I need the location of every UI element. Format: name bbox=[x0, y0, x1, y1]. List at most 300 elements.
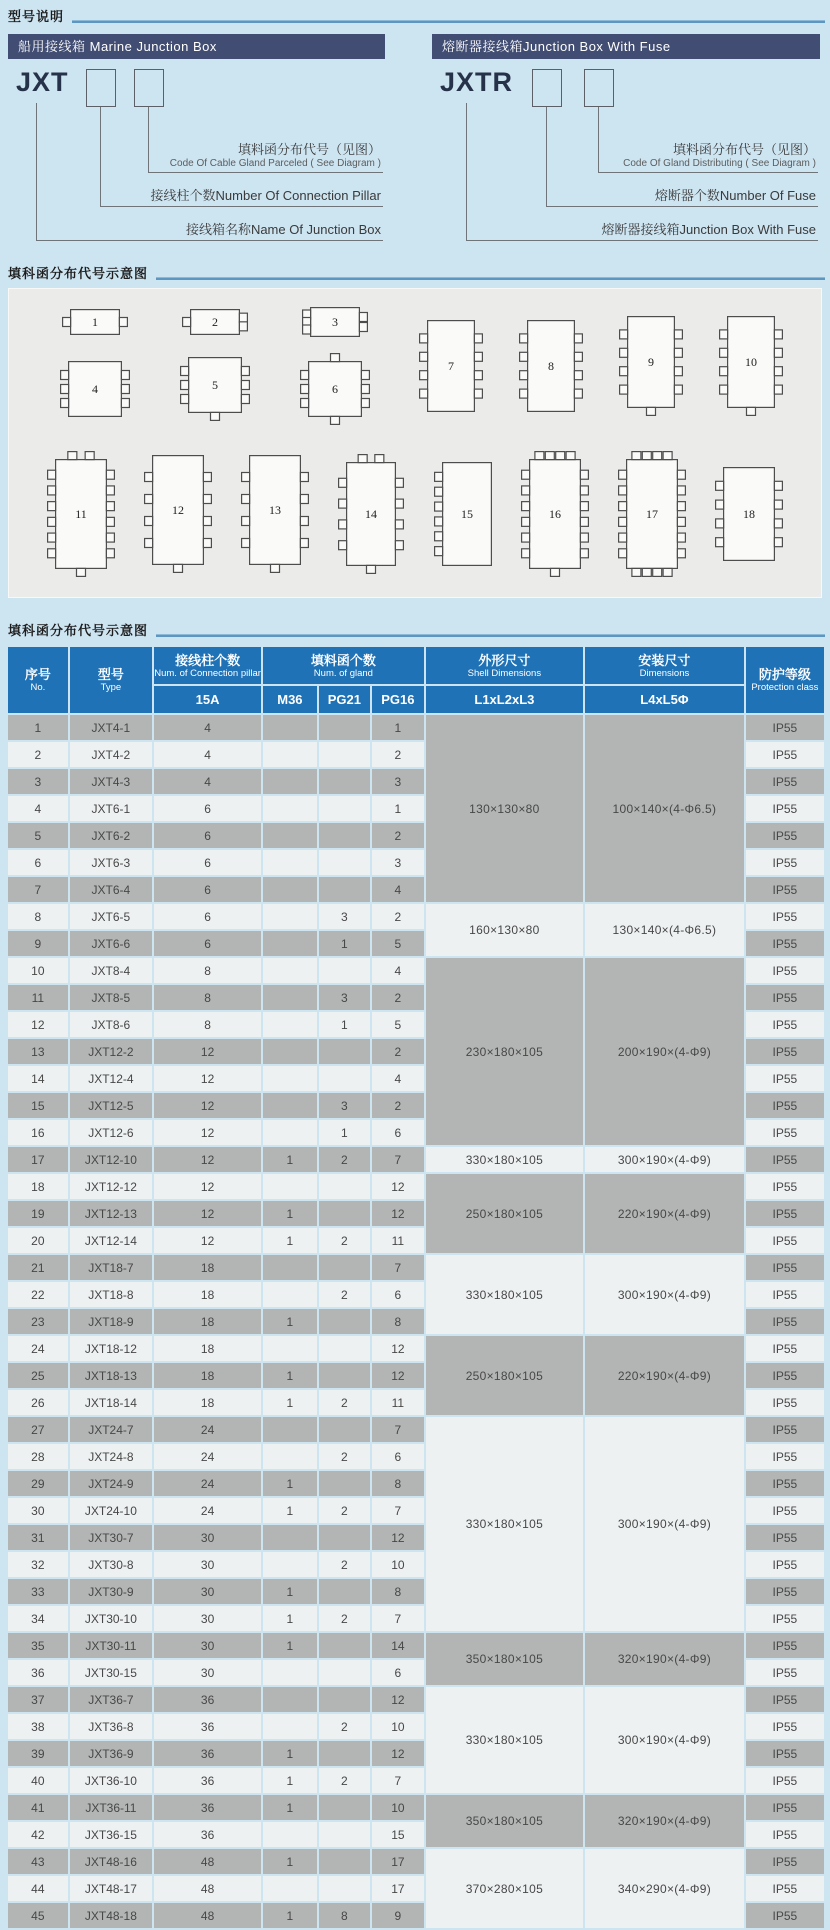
cell-protection-class: IP55 bbox=[746, 1606, 824, 1631]
cell-pg21 bbox=[319, 1579, 370, 1604]
cell-m36 bbox=[263, 1444, 317, 1469]
cell-no: 5 bbox=[8, 823, 68, 848]
cell-protection-class: IP55 bbox=[746, 823, 824, 848]
svg-text:13: 13 bbox=[269, 503, 282, 517]
cell-15a: 12 bbox=[154, 1147, 261, 1172]
cell-15a: 12 bbox=[154, 1228, 261, 1253]
cell-type: JXT6-4 bbox=[70, 877, 152, 902]
cell-pg21 bbox=[319, 1822, 370, 1847]
cell-15a: 30 bbox=[154, 1579, 261, 1604]
cell-protection-class: IP55 bbox=[746, 1444, 824, 1469]
panel-title-fuse: 熔断器接线箱Junction Box With Fuse bbox=[432, 34, 820, 59]
cell-pg16: 7 bbox=[372, 1498, 424, 1523]
model-prefix-jxt: JXT bbox=[16, 67, 69, 97]
cell-type: JXT36-15 bbox=[70, 1822, 152, 1847]
code-digit-box-1 bbox=[86, 69, 116, 107]
cell-type: JXT12-10 bbox=[70, 1147, 152, 1172]
cell-pg21: 2 bbox=[319, 1390, 370, 1415]
cell-15a: 36 bbox=[154, 1795, 261, 1820]
cell-15a: 18 bbox=[154, 1282, 261, 1307]
gland-diagram-7 bbox=[419, 320, 483, 412]
cell-15a: 48 bbox=[154, 1876, 261, 1901]
cell-m36: 1 bbox=[263, 1309, 317, 1334]
cell-no: 42 bbox=[8, 1822, 68, 1847]
cell-no: 27 bbox=[8, 1417, 68, 1442]
cell-no: 8 bbox=[8, 904, 68, 929]
cell-pg16: 17 bbox=[372, 1849, 424, 1874]
cell-pg21: 3 bbox=[319, 985, 370, 1010]
cell-pg16: 8 bbox=[372, 1309, 424, 1334]
cell-protection-class: IP55 bbox=[746, 1228, 824, 1253]
cell-no: 33 bbox=[8, 1579, 68, 1604]
cell-shell-dimensions: 250×180×105 bbox=[426, 1174, 584, 1253]
panel-marine-junction-box bbox=[8, 34, 385, 249]
section-title-model-spec: 型号说明 bbox=[8, 9, 65, 24]
section-rule bbox=[156, 634, 825, 637]
cell-pg21: 2 bbox=[319, 1714, 370, 1739]
col-header-pillar: 接线柱个数 Num. of Connection pillar bbox=[154, 647, 261, 684]
cell-protection-class: IP55 bbox=[746, 1147, 824, 1172]
cell-m36: 1 bbox=[263, 1147, 317, 1172]
cell-no: 38 bbox=[8, 1714, 68, 1739]
cell-no: 25 bbox=[8, 1363, 68, 1388]
cell-type: JXT12-12 bbox=[70, 1174, 152, 1199]
cell-pg21 bbox=[319, 1417, 370, 1442]
cell-protection-class: IP55 bbox=[746, 1876, 824, 1901]
section-gland-code bbox=[8, 263, 825, 282]
cell-no: 3 bbox=[8, 769, 68, 794]
cell-15a: 12 bbox=[154, 1174, 261, 1199]
cell-m36 bbox=[263, 850, 317, 875]
cell-pg16: 10 bbox=[372, 1795, 424, 1820]
cell-pg21 bbox=[319, 1201, 370, 1226]
cell-type: JXT6-5 bbox=[70, 904, 152, 929]
cell-no: 34 bbox=[8, 1606, 68, 1631]
cell-pg21 bbox=[319, 796, 370, 821]
cell-15a: 12 bbox=[154, 1039, 261, 1064]
gland-diagram-6 bbox=[300, 353, 370, 425]
gland-diagram-3 bbox=[302, 307, 368, 337]
table-row bbox=[8, 715, 824, 740]
cell-15a: 30 bbox=[154, 1606, 261, 1631]
cell-pg16: 3 bbox=[372, 769, 424, 794]
svg-text:16: 16 bbox=[548, 507, 561, 521]
cell-mount-dimensions: 220×190×(4-Φ9) bbox=[585, 1174, 744, 1253]
table-row bbox=[8, 1336, 824, 1361]
table-row bbox=[8, 904, 824, 929]
svg-text:11: 11 bbox=[75, 507, 87, 521]
cell-15a: 24 bbox=[154, 1498, 261, 1523]
cell-mount-dimensions: 100×140×(4-Φ6.5) bbox=[585, 715, 744, 902]
cell-15a: 6 bbox=[154, 877, 261, 902]
cell-type: JXT24-8 bbox=[70, 1444, 152, 1469]
gland-diagram-grid-1-6 bbox=[47, 307, 383, 425]
cell-m36 bbox=[263, 1066, 317, 1091]
cell-pg21 bbox=[319, 1039, 370, 1064]
cell-type: JXT36-9 bbox=[70, 1741, 152, 1766]
cell-no: 26 bbox=[8, 1390, 68, 1415]
cell-15a: 24 bbox=[154, 1471, 261, 1496]
cell-protection-class: IP55 bbox=[746, 1633, 824, 1658]
table-row bbox=[8, 1417, 824, 1442]
cell-pg16: 2 bbox=[372, 1039, 424, 1064]
cell-shell-dimensions: 160×130×80 bbox=[426, 904, 584, 956]
cell-pg21 bbox=[319, 742, 370, 767]
cell-protection-class: IP55 bbox=[746, 1714, 824, 1739]
svg-text:17: 17 bbox=[645, 507, 658, 521]
gland-diagram-1 bbox=[62, 309, 128, 335]
cell-pg16: 2 bbox=[372, 1093, 424, 1118]
cell-pg21 bbox=[319, 1255, 370, 1280]
cell-15a: 6 bbox=[154, 904, 261, 929]
svg-text:1: 1 bbox=[92, 315, 98, 329]
cell-pg21: 1 bbox=[319, 1012, 370, 1037]
svg-text:10: 10 bbox=[745, 355, 757, 369]
callout-text-cn: 填料函分布代号（见图） bbox=[672, 142, 816, 157]
cell-15a: 6 bbox=[154, 796, 261, 821]
cell-no: 43 bbox=[8, 1849, 68, 1874]
cell-protection-class: IP55 bbox=[746, 1390, 824, 1415]
cell-m36 bbox=[263, 796, 317, 821]
cell-m36: 1 bbox=[263, 1849, 317, 1874]
cell-no: 20 bbox=[8, 1228, 68, 1253]
cell-m36: 1 bbox=[263, 1633, 317, 1658]
cell-m36: 1 bbox=[263, 1471, 317, 1496]
svg-text:5: 5 bbox=[212, 378, 218, 392]
cell-m36: 1 bbox=[263, 1390, 317, 1415]
cell-15a: 36 bbox=[154, 1687, 261, 1712]
cell-m36 bbox=[263, 1525, 317, 1550]
svg-text:12: 12 bbox=[172, 503, 185, 517]
cell-15a: 24 bbox=[154, 1444, 261, 1469]
cell-shell-dimensions: 350×180×105 bbox=[426, 1795, 584, 1847]
cell-shell-dimensions: 370×280×105 bbox=[426, 1849, 584, 1928]
cell-pg16: 1 bbox=[372, 796, 424, 821]
cell-no: 29 bbox=[8, 1471, 68, 1496]
cell-pg21 bbox=[319, 1309, 370, 1334]
cell-no: 44 bbox=[8, 1876, 68, 1901]
cell-15a: 24 bbox=[154, 1417, 261, 1442]
cell-15a: 8 bbox=[154, 958, 261, 983]
cell-pg16: 4 bbox=[372, 877, 424, 902]
cell-protection-class: IP55 bbox=[746, 1768, 824, 1793]
cell-no: 19 bbox=[8, 1201, 68, 1226]
cell-type: JXT30-7 bbox=[70, 1525, 152, 1550]
cell-protection-class: IP55 bbox=[746, 1471, 824, 1496]
cell-m36 bbox=[263, 877, 317, 902]
subcol-pg16: PG16 bbox=[372, 686, 424, 713]
cell-m36 bbox=[263, 823, 317, 848]
cell-pg21: 2 bbox=[319, 1228, 370, 1253]
callout-label bbox=[546, 187, 818, 207]
cell-pg16: 4 bbox=[372, 958, 424, 983]
subcol-l1l2l3: L1xL2xL3 bbox=[426, 686, 584, 713]
cell-m36 bbox=[263, 985, 317, 1010]
gland-diagram-2 bbox=[182, 309, 248, 335]
section-rule bbox=[72, 20, 825, 23]
cell-pg21: 1 bbox=[319, 1120, 370, 1145]
cell-m36: 1 bbox=[263, 1201, 317, 1226]
cell-pg21: 8 bbox=[319, 1903, 370, 1928]
cell-15a: 8 bbox=[154, 1012, 261, 1037]
gland-diagram-14 bbox=[338, 454, 404, 574]
cell-m36: 1 bbox=[263, 1579, 317, 1604]
callout-text-cn: 接线柱个数Number Of Connection Pillar bbox=[150, 188, 381, 203]
cell-no: 18 bbox=[8, 1174, 68, 1199]
cell-type: JXT36-8 bbox=[70, 1714, 152, 1739]
cell-15a: 36 bbox=[154, 1768, 261, 1793]
cell-no: 15 bbox=[8, 1093, 68, 1118]
cell-type: JXT18-14 bbox=[70, 1390, 152, 1415]
nomenclature-panels bbox=[8, 34, 828, 249]
section-rule bbox=[156, 277, 825, 280]
cell-pg21 bbox=[319, 1660, 370, 1685]
cell-no: 35 bbox=[8, 1633, 68, 1658]
panel-body-fuse bbox=[432, 59, 820, 249]
cell-m36: 1 bbox=[263, 1768, 317, 1793]
cell-protection-class: IP55 bbox=[746, 1795, 824, 1820]
table-row bbox=[8, 1795, 824, 1820]
cell-no: 39 bbox=[8, 1741, 68, 1766]
cell-pg16: 12 bbox=[372, 1363, 424, 1388]
cell-no: 22 bbox=[8, 1282, 68, 1307]
cell-15a: 30 bbox=[154, 1525, 261, 1550]
code-digit-box-2 bbox=[584, 69, 614, 107]
cell-pg21 bbox=[319, 1066, 370, 1091]
table-row bbox=[8, 1633, 824, 1658]
callout-text-en: Code Of Gland Distributing ( See Diagram ) bbox=[623, 158, 816, 169]
code-digit-box-1 bbox=[532, 69, 562, 107]
cell-pg16: 8 bbox=[372, 1579, 424, 1604]
cell-pg16: 7 bbox=[372, 1147, 424, 1172]
cell-no: 10 bbox=[8, 958, 68, 983]
cell-type: JXT18-12 bbox=[70, 1336, 152, 1361]
cell-15a: 30 bbox=[154, 1633, 261, 1658]
cell-m36 bbox=[263, 769, 317, 794]
cell-shell-dimensions: 350×180×105 bbox=[426, 1633, 584, 1685]
cell-protection-class: IP55 bbox=[746, 1687, 824, 1712]
cell-protection-class: IP55 bbox=[746, 796, 824, 821]
cell-m36: 1 bbox=[263, 1606, 317, 1631]
cell-pg21 bbox=[319, 877, 370, 902]
cell-15a: 6 bbox=[154, 823, 261, 848]
cell-15a: 18 bbox=[154, 1390, 261, 1415]
callout-label bbox=[466, 221, 818, 241]
cell-pg16: 9 bbox=[372, 1903, 424, 1928]
cell-pg16: 2 bbox=[372, 823, 424, 848]
cell-no: 45 bbox=[8, 1903, 68, 1928]
cell-pg21: 2 bbox=[319, 1444, 370, 1469]
cell-pg16: 17 bbox=[372, 1876, 424, 1901]
svg-text:18: 18 bbox=[742, 507, 755, 521]
cell-no: 31 bbox=[8, 1525, 68, 1550]
cell-protection-class: IP55 bbox=[746, 877, 824, 902]
cell-pg16: 11 bbox=[372, 1228, 424, 1253]
cell-protection-class: IP55 bbox=[746, 1012, 824, 1037]
cell-15a: 4 bbox=[154, 715, 261, 740]
cell-pg16: 12 bbox=[372, 1174, 424, 1199]
cell-pg16: 10 bbox=[372, 1552, 424, 1577]
cell-15a: 36 bbox=[154, 1714, 261, 1739]
gland-diagram-8 bbox=[519, 320, 583, 412]
cell-type: JXT36-11 bbox=[70, 1795, 152, 1820]
gland-diagram-panel bbox=[8, 288, 822, 598]
cell-type: JXT36-10 bbox=[70, 1768, 152, 1793]
cell-mount-dimensions: 300×190×(4-Φ9) bbox=[585, 1417, 744, 1631]
col-header-no: 序号 No. bbox=[8, 647, 68, 713]
gland-diagram-15 bbox=[434, 462, 492, 566]
cell-pg21: 2 bbox=[319, 1282, 370, 1307]
svg-text:6: 6 bbox=[332, 382, 338, 396]
cell-15a: 18 bbox=[154, 1309, 261, 1334]
cell-type: JXT24-7 bbox=[70, 1417, 152, 1442]
svg-text:3: 3 bbox=[332, 315, 338, 329]
cell-no: 30 bbox=[8, 1498, 68, 1523]
cell-pg21 bbox=[319, 1876, 370, 1901]
cell-type: JXT30-15 bbox=[70, 1660, 152, 1685]
model-prefix-jxtr: JXTR bbox=[440, 67, 514, 97]
cell-pg16: 12 bbox=[372, 1201, 424, 1226]
cell-no: 40 bbox=[8, 1768, 68, 1793]
gland-diagram-10 bbox=[719, 316, 783, 416]
cell-m36: 1 bbox=[263, 1363, 317, 1388]
subcol-15a: 15A bbox=[154, 686, 261, 713]
cell-pg16: 7 bbox=[372, 1768, 424, 1793]
cell-type: JXT12-14 bbox=[70, 1228, 152, 1253]
cell-no: 37 bbox=[8, 1687, 68, 1712]
table-row bbox=[8, 1255, 824, 1280]
cell-pg16: 2 bbox=[372, 742, 424, 767]
cell-m36: 1 bbox=[263, 1903, 317, 1928]
callout-text-cn: 熔断器接线箱Junction Box With Fuse bbox=[601, 222, 816, 237]
cell-pg16: 10 bbox=[372, 1714, 424, 1739]
cell-type: JXT48-17 bbox=[70, 1876, 152, 1901]
cell-protection-class: IP55 bbox=[746, 1309, 824, 1334]
section-title-gland-code: 填科函分布代号示意图 bbox=[8, 266, 149, 281]
cell-pg21: 2 bbox=[319, 1768, 370, 1793]
cell-type: JXT36-7 bbox=[70, 1687, 152, 1712]
cell-15a: 4 bbox=[154, 742, 261, 767]
cell-protection-class: IP55 bbox=[746, 1174, 824, 1199]
cell-no: 14 bbox=[8, 1066, 68, 1091]
cell-type: JXT30-8 bbox=[70, 1552, 152, 1577]
cell-no: 17 bbox=[8, 1147, 68, 1172]
cell-protection-class: IP55 bbox=[746, 1741, 824, 1766]
cell-type: JXT6-6 bbox=[70, 931, 152, 956]
cell-pg16: 11 bbox=[372, 1390, 424, 1415]
panel-title-marine: 船用接线箱 Marine Junction Box bbox=[8, 34, 385, 59]
cell-m36 bbox=[263, 1822, 317, 1847]
cell-type: JXT30-9 bbox=[70, 1579, 152, 1604]
cell-type: JXT12-5 bbox=[70, 1093, 152, 1118]
cell-protection-class: IP55 bbox=[746, 1660, 824, 1685]
cell-mount-dimensions: 220×190×(4-Φ9) bbox=[585, 1336, 744, 1415]
cell-pg21 bbox=[319, 1633, 370, 1658]
cell-shell-dimensions: 330×180×105 bbox=[426, 1255, 584, 1334]
cell-protection-class: IP55 bbox=[746, 850, 824, 875]
svg-text:2: 2 bbox=[212, 315, 218, 329]
cell-pg16: 5 bbox=[372, 931, 424, 956]
callout-label bbox=[148, 141, 383, 173]
cell-type: JXT6-3 bbox=[70, 850, 152, 875]
col-header-type: 型号 Type bbox=[70, 647, 152, 713]
col-header-shell: 外形尺寸 Shell Dimensions bbox=[426, 647, 584, 684]
cell-pg21 bbox=[319, 1471, 370, 1496]
cell-pg21 bbox=[319, 1174, 370, 1199]
cell-pg16: 2 bbox=[372, 904, 424, 929]
svg-text:14: 14 bbox=[365, 507, 378, 521]
gland-diagram-row-2 bbox=[9, 451, 821, 577]
cell-pg21: 2 bbox=[319, 1498, 370, 1523]
cell-pg21 bbox=[319, 823, 370, 848]
cell-m36 bbox=[263, 1093, 317, 1118]
cell-type: JXT6-1 bbox=[70, 796, 152, 821]
cell-15a: 18 bbox=[154, 1363, 261, 1388]
cell-no: 13 bbox=[8, 1039, 68, 1064]
cell-type: JXT24-10 bbox=[70, 1498, 152, 1523]
svg-text:15: 15 bbox=[460, 507, 473, 521]
cell-pg16: 6 bbox=[372, 1120, 424, 1145]
cell-pg16: 7 bbox=[372, 1606, 424, 1631]
cell-pg16: 6 bbox=[372, 1660, 424, 1685]
cell-mount-dimensions: 320×190×(4-Φ9) bbox=[585, 1633, 744, 1685]
cell-type: JXT30-11 bbox=[70, 1633, 152, 1658]
cell-m36 bbox=[263, 1255, 317, 1280]
callout-text-cn: 接线箱名称Name Of Junction Box bbox=[185, 222, 381, 237]
callout-label bbox=[100, 187, 383, 207]
cell-no: 2 bbox=[8, 742, 68, 767]
cell-protection-class: IP55 bbox=[746, 1039, 824, 1064]
cell-protection-class: IP55 bbox=[746, 1417, 824, 1442]
cell-protection-class: IP55 bbox=[746, 715, 824, 740]
cell-m36 bbox=[263, 1714, 317, 1739]
section-title-spec-table: 填科函分布代号示意图 bbox=[8, 623, 149, 638]
cell-pg16: 7 bbox=[372, 1255, 424, 1280]
cell-mount-dimensions: 300×190×(4-Φ9) bbox=[585, 1255, 744, 1334]
cell-protection-class: IP55 bbox=[746, 1903, 824, 1928]
cell-15a: 4 bbox=[154, 769, 261, 794]
cell-no: 23 bbox=[8, 1309, 68, 1334]
cell-mount-dimensions: 300×190×(4-Φ9) bbox=[585, 1687, 744, 1793]
cell-pg21 bbox=[319, 1363, 370, 1388]
cell-m36 bbox=[263, 1012, 317, 1037]
cell-no: 36 bbox=[8, 1660, 68, 1685]
cell-type: JXT8-5 bbox=[70, 985, 152, 1010]
cell-protection-class: IP55 bbox=[746, 1282, 824, 1307]
table-row bbox=[8, 1174, 824, 1199]
cell-protection-class: IP55 bbox=[746, 1525, 824, 1550]
cell-mount-dimensions: 340×290×(4-Φ9) bbox=[585, 1849, 744, 1928]
cell-protection-class: IP55 bbox=[746, 958, 824, 983]
cell-type: JXT6-2 bbox=[70, 823, 152, 848]
cell-mount-dimensions: 300×190×(4-Φ9) bbox=[585, 1147, 744, 1172]
cell-pg21: 3 bbox=[319, 1093, 370, 1118]
cell-pg21 bbox=[319, 1849, 370, 1874]
cell-shell-dimensions: 250×180×105 bbox=[426, 1336, 584, 1415]
callout-text-cn: 熔断器个数Number Of Fuse bbox=[654, 188, 816, 203]
cell-shell-dimensions: 330×180×105 bbox=[426, 1147, 584, 1172]
cell-m36 bbox=[263, 1660, 317, 1685]
gland-diagram-16 bbox=[521, 451, 589, 577]
cell-m36 bbox=[263, 1552, 317, 1577]
callout-label bbox=[598, 141, 818, 173]
code-digit-box-2 bbox=[134, 69, 164, 107]
cell-protection-class: IP55 bbox=[746, 1498, 824, 1523]
cell-pg16: 14 bbox=[372, 1633, 424, 1658]
col-header-gland: 填料函个数 Num. of gland bbox=[263, 647, 424, 684]
cell-15a: 12 bbox=[154, 1066, 261, 1091]
cell-protection-class: IP55 bbox=[746, 1579, 824, 1604]
